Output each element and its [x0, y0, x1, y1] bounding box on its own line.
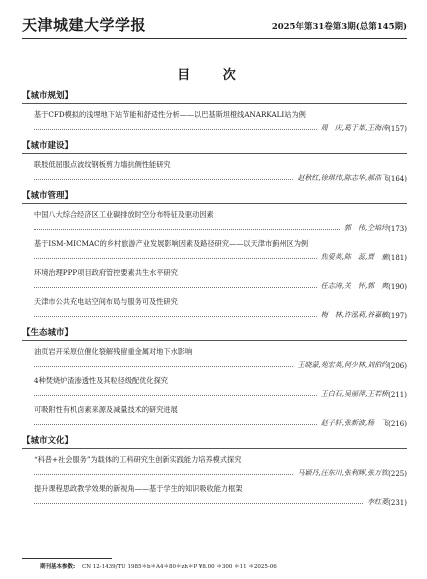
- section-heading: 【城市文化】: [22, 434, 407, 449]
- article-authors: 焦爱英,陈 蕊,贾 童: [320, 253, 389, 261]
- entry-meta: [22, 172, 407, 183]
- section-heading: 【生态城市】: [22, 326, 407, 341]
- article-authors: 周 庆,葛于革,王海涛: [320, 124, 389, 132]
- article-title: 提升课程思政教学效果的新视角——基于学生的知识吸收能力框架: [34, 484, 243, 493]
- leader-dots: [34, 286, 317, 288]
- entry-meta: [22, 496, 407, 507]
- page-number: (206): [388, 362, 407, 370]
- toc-entry[interactable]: [22, 346, 407, 370]
- article-title: “科普+社会服务”为载体的工科研究生创新实践能力培养模式探究: [34, 455, 242, 464]
- article-title: 联肢低屈服点波纹钢板剪力墙抗侧性能研究: [34, 160, 171, 169]
- page-number: (157): [388, 125, 407, 133]
- article-authors: 赵子轩,张新波,杨 飞: [320, 419, 389, 427]
- article-title: 基于ISM-MICMAC的乡村旅游产业发展影响因素及路径研究——以天津市蓟州区为例: [34, 239, 309, 248]
- article-authors: 任志涛,关 怀,郭 爽: [320, 282, 389, 290]
- section-heading: 【城市规划】: [22, 89, 407, 104]
- section-urban-culture: [22, 434, 407, 507]
- toc-entry[interactable]: [22, 267, 407, 291]
- toc-entry[interactable]: [22, 404, 407, 428]
- entry-meta: [22, 122, 407, 133]
- page-number: (216): [388, 420, 407, 428]
- article-authors: 马颖丹,汪东川,张利辉,张万钦: [297, 469, 389, 477]
- leader-dots: [34, 394, 317, 396]
- toc-entry[interactable]: [22, 454, 407, 478]
- entry-meta: [22, 309, 407, 320]
- article-authors: 梅 林,许泓莉,谷嘉敏: [320, 311, 389, 319]
- article-title: 油页岩开采原位催化裂解残留重金属对地下水影响: [34, 347, 193, 356]
- page-number: (164): [388, 175, 407, 183]
- leader-dots: [34, 128, 317, 130]
- article-authors: 王白石,吴丽萍,王若桥: [320, 390, 389, 398]
- entry-meta: [22, 280, 407, 291]
- journal-header: [22, 12, 407, 39]
- page-number: (211): [388, 391, 407, 399]
- page-number: (197): [388, 312, 407, 320]
- article-title: 可吸附性有机卤素来源及减量技术的研究进展: [34, 405, 178, 414]
- toc-entry[interactable]: [22, 209, 407, 233]
- article-title: 环境治理PPP项目政府管控要素共生水平研究: [34, 268, 178, 277]
- page-number: (181): [388, 254, 407, 262]
- toc-entry[interactable]: [22, 159, 407, 183]
- section-urban-planning: [22, 89, 407, 133]
- page-number: (173): [388, 225, 407, 233]
- article-title: 中国八大综合经济区工业碳排放时空分布特征及驱动因素: [34, 210, 214, 219]
- article-authors: 李红菱: [367, 498, 389, 506]
- toc-entry[interactable]: [22, 238, 407, 262]
- toc-sections: [22, 89, 407, 513]
- leader-dots: [34, 178, 293, 180]
- article-title: 天津市公共充电站空间布局与服务可及性研究: [34, 297, 178, 306]
- entry-meta: [22, 467, 407, 478]
- toc-entry[interactable]: [22, 483, 407, 507]
- page-number: (231): [388, 499, 407, 507]
- entry-meta: [22, 417, 407, 428]
- journal-parameters: CN 12-1439/TU 1985＊b＊A4＊80＊zh＊P ¥8.00 ＊300 ＊11 ＊2025-06: [82, 564, 277, 570]
- footer-divider: [22, 558, 112, 559]
- section-urban-construction: [22, 139, 407, 183]
- entry-meta: [22, 222, 407, 233]
- entry-meta: [22, 251, 407, 262]
- leader-dots: [34, 257, 317, 259]
- toc-entry[interactable]: [22, 109, 407, 133]
- leader-dots: [34, 473, 293, 475]
- section-heading: 【城市建设】: [22, 139, 407, 154]
- entry-meta: [22, 359, 407, 370]
- leader-dots: [34, 228, 340, 230]
- page-number: (190): [388, 283, 407, 291]
- toc-entry[interactable]: [22, 375, 407, 399]
- article-authors: 王晓蒙,苑宏英,何少林,刘伯约: [297, 361, 389, 369]
- entry-meta: [22, 388, 407, 399]
- leader-dots: [34, 423, 317, 425]
- toc-entry[interactable]: [22, 296, 407, 320]
- page-number: (225): [388, 470, 407, 478]
- leader-dots: [34, 502, 363, 504]
- journal-name: 天津城建大学学报: [22, 16, 147, 34]
- section-heading: 【城市管理】: [22, 189, 407, 204]
- article-authors: 赵秋红,徐琪玮,陈志华,郝浩飞: [297, 174, 389, 182]
- article-title: 4种焚烧炉渣渗透性及其粒径级配优化探究: [34, 376, 168, 385]
- article-title: 基于CFD模拟的浅埋地下站节能和舒适性分析——以巴基斯坦橙线ANARKALI站为例: [34, 110, 306, 119]
- footer-label: 期刊基本参数:: [40, 564, 76, 570]
- article-authors: 郭 伟,仝培玲: [343, 224, 389, 232]
- leader-dots: [34, 315, 317, 317]
- toc-title: 目 次: [177, 68, 250, 83]
- issue-info: 2025年第31卷第3期(总第145期): [271, 22, 407, 32]
- section-eco-city: [22, 326, 407, 428]
- section-urban-management: [22, 189, 407, 320]
- leader-dots: [34, 365, 293, 367]
